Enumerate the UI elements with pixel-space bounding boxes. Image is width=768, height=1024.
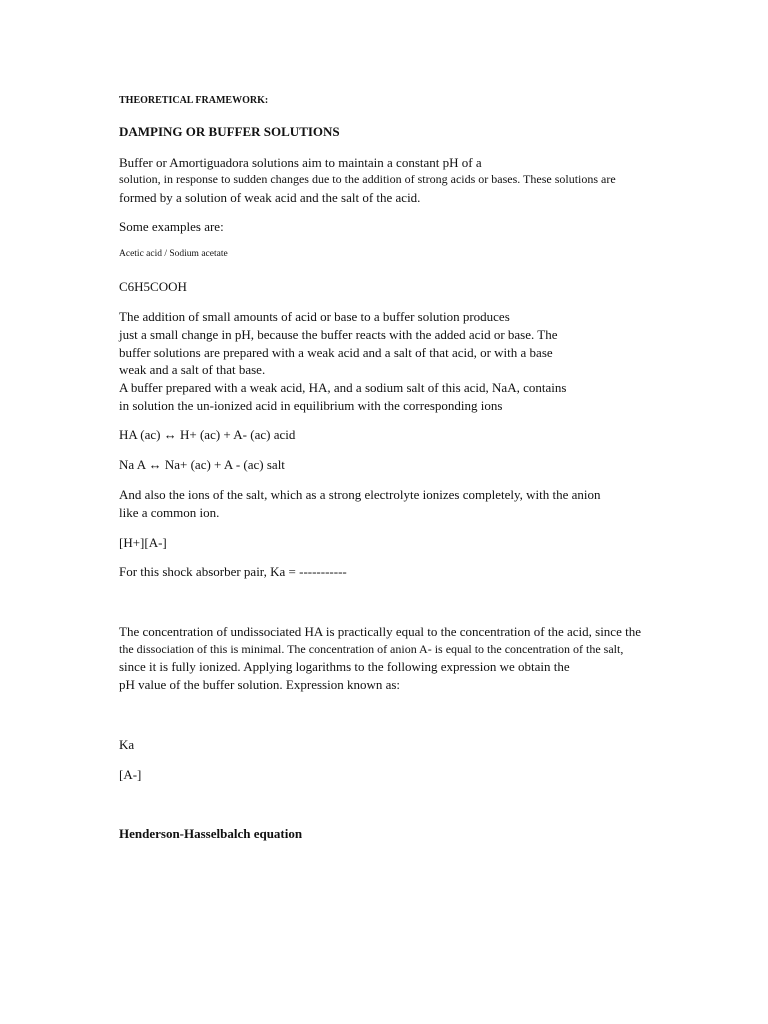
paragraph-1-line-6: in solution the un-ionized acid in equilibrium with the corresponding ions bbox=[119, 398, 503, 413]
chemical-formula: C6H5COOH bbox=[119, 279, 187, 294]
paragraph-3-line-3: since it is fully ionized. Applying logarithms to the following expression we obtain the bbox=[119, 659, 570, 674]
paragraph-2-line-1: And also the ions of the salt, which as a strong electrolyte ionizes completely, with the anion bbox=[119, 487, 601, 502]
equation-salt: Na A ↔ Na+ (ac) + A - (ac) salt bbox=[119, 457, 285, 472]
examples-heading: Some examples are: bbox=[119, 219, 224, 234]
ka-expression-line: For this shock absorber pair, Ka = ----------- bbox=[119, 564, 347, 579]
paragraph-1-line-2: just a small change in pH, because the buffer reacts with the added acid or base. The bbox=[119, 327, 558, 342]
paragraph-3-line-4: pH value of the buffer solution. Expression known as: bbox=[119, 677, 401, 692]
equation-acid: HA (ac) ↔ H+ (ac) + A- (ac) acid bbox=[119, 427, 296, 442]
paragraph-1-line-1: The addition of small amounts of acid or base to a buffer solution produces bbox=[119, 309, 510, 324]
intro-line-2: solution, in response to sudden changes due to the addition of strong acids or bases. These solutions are bbox=[119, 172, 616, 186]
paragraph-3-line-1: The concentration of undissociated HA is practically equal to the concentration of the acid, since the bbox=[119, 624, 641, 639]
intro-line-3: formed by a solution of weak acid and the salt of the acid. bbox=[119, 190, 421, 205]
paragraph-2-line-2: like a common ion. bbox=[119, 505, 220, 520]
equation-name: Henderson-Hasselbalch equation bbox=[119, 826, 303, 841]
ka-numerator: [H+][A-] bbox=[119, 535, 167, 550]
example-item: Acetic acid / Sodium acetate bbox=[119, 249, 228, 259]
paragraph-1-line-4: weak and a salt of that base. bbox=[119, 362, 266, 377]
section-label: THEORETICAL FRAMEWORK: bbox=[119, 95, 269, 106]
document-title: DAMPING OR BUFFER SOLUTIONS bbox=[119, 124, 340, 139]
expression-ka: Ka bbox=[119, 737, 135, 752]
expression-anion: [A-] bbox=[119, 767, 142, 782]
paragraph-1-line-5: A buffer prepared with a weak acid, HA, and a sodium salt of this acid, NaA, contains bbox=[119, 380, 567, 395]
intro-line-1: Buffer or Amortiguadora solutions aim to maintain a constant pH of a bbox=[119, 155, 482, 170]
paragraph-1-line-3: buffer solutions are prepared with a weak acid and a salt of that acid, or with a base bbox=[119, 345, 553, 360]
paragraph-3-line-2: the dissociation of this is minimal. The concentration of anion A- is equal to the concentration of the salt, bbox=[119, 642, 624, 656]
